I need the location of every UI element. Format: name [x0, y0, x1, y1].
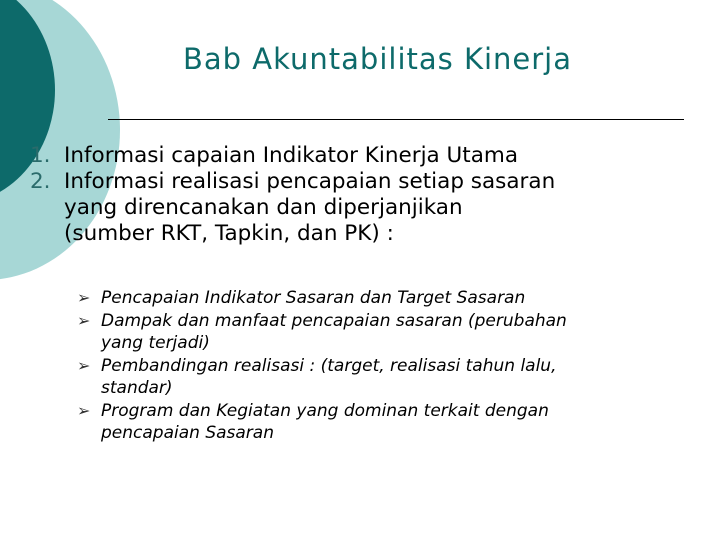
list-item [77, 310, 717, 355]
list-item [77, 355, 717, 400]
numbered-item [30, 169, 710, 247]
item-text-line: Informasi capaian Indikator Kinerja Utama [64, 143, 519, 168]
bullet-text-line: Program dan Kegiatan yang dominan terkait dengan [101, 400, 549, 421]
title-underline [108, 119, 684, 120]
arrow-bullet-icon: ➢ [77, 400, 91, 420]
bullet-text-line: pencapaian Sasaran [101, 423, 274, 443]
item-number: 1. [30, 143, 51, 168]
numbered-item [30, 143, 710, 169]
item-text-line: Informasi realisasi pencapaian setiap sasaran [64, 169, 556, 194]
item-text-line: (sumber RKT, Tapkin, dan PK) : [64, 221, 394, 246]
bullet-text-line: Pencapaian Indikator Sasaran dan Target Sasaran [101, 288, 526, 308]
item-number: 2. [30, 169, 51, 194]
arrow-bullet-icon: ➢ [77, 288, 91, 307]
numbered-list [30, 143, 710, 247]
sub-bullet-list [77, 287, 717, 445]
bullet-text-line: Dampak dan manfaat pencapaian sasaran (perubahan [101, 310, 567, 331]
arrow-bullet-icon: ➢ [77, 310, 91, 330]
list-item [77, 287, 717, 310]
arrow-bullet-icon: ➢ [77, 355, 91, 375]
bullet-text-line: Pembandingan realisasi : (target, realisasi tahun lalu, [101, 355, 557, 376]
item-text-line: yang direncanakan dan diperjanjikan [64, 195, 463, 220]
list-item [77, 400, 717, 445]
slide-title: Bab Akuntabilitas Kinerja [182, 42, 573, 76]
bullet-text-line: yang terjadi) [101, 333, 210, 353]
bullet-text-line: standar) [101, 378, 173, 398]
